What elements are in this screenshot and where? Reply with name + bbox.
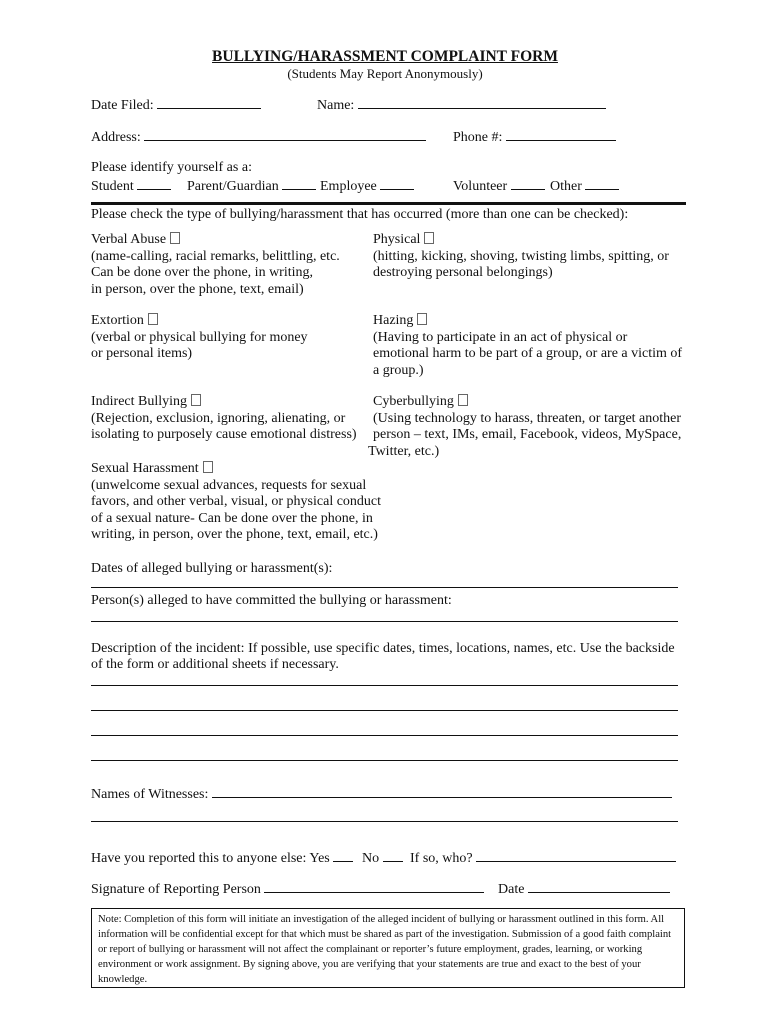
volunteer-label: Volunteer: [453, 179, 508, 194]
extortion-desc-1: (verbal or physical bullying for money: [91, 329, 308, 345]
volunteer-blank[interactable]: [511, 176, 545, 190]
description-line-4[interactable]: [91, 760, 678, 761]
witnesses-line-2[interactable]: [91, 821, 678, 822]
signature-label: Signature of Reporting Person: [91, 882, 261, 897]
identify-parent[interactable]: [187, 176, 316, 196]
hazing-option[interactable]: [373, 313, 682, 379]
reported-label: Have you reported this to anyone else: Yes: [91, 851, 330, 866]
if-so-blank[interactable]: [476, 848, 676, 862]
if-so-field[interactable]: [410, 848, 676, 868]
reported-no-label: No: [362, 851, 380, 866]
persons-line[interactable]: [91, 621, 678, 622]
extortion-title: Extortion: [91, 313, 144, 328]
description-label-2: of the form or additional sheets if necessary.: [91, 657, 339, 672]
identify-prompt: Please identify yourself as a:: [91, 160, 252, 175]
reported-no-field[interactable]: [362, 848, 403, 868]
description-line-2[interactable]: [91, 710, 678, 711]
verbal-abuse-desc-3: in person, over the phone, text, email): [91, 281, 304, 297]
phone-blank[interactable]: [506, 127, 616, 141]
physical-desc-1: (hitting, kicking, shoving, twisting limbs, spitting, or: [373, 248, 669, 264]
hazing-desc-1: (Having to participate in an act of physical or: [373, 329, 628, 345]
verbal-abuse-desc-1: (name-calling, racial remarks, belittling, etc.: [91, 248, 340, 264]
other-label: Other: [550, 179, 582, 194]
reported-no-blank[interactable]: [383, 848, 403, 862]
cyberbullying-option[interactable]: [368, 394, 682, 460]
extortion-checkbox[interactable]: [148, 313, 158, 325]
identify-student[interactable]: [91, 176, 171, 196]
address-label: Address:: [91, 130, 141, 145]
cyberbullying-desc-2: person – text, IMs, email, Facebook, videos, MySpace,: [373, 427, 682, 442]
address-blank[interactable]: [144, 127, 426, 141]
signature-date-field[interactable]: [498, 879, 670, 899]
identify-other[interactable]: [550, 176, 619, 196]
sexual-harassment-checkbox[interactable]: [203, 461, 213, 473]
verbal-abuse-option[interactable]: [91, 232, 340, 298]
hazing-desc-2: emotional harm to be part of a group, or are a victim of: [373, 346, 683, 361]
physical-checkbox[interactable]: [424, 232, 434, 244]
name-blank[interactable]: [358, 95, 606, 109]
extortion-option[interactable]: [91, 313, 308, 363]
reported-yes-blank[interactable]: [333, 848, 353, 862]
employee-label: Employee: [320, 179, 377, 194]
dates-label: Dates of alleged bullying or harassment(s):: [91, 561, 333, 576]
sexual-harassment-desc-2: favors, and other verbal, visual, or physical conduct: [91, 494, 382, 509]
reported-field[interactable]: [91, 848, 353, 868]
parent-label: Parent/Guardian: [187, 179, 279, 194]
cyberbullying-desc-1: (Using technology to harass, threaten, or target another: [373, 410, 682, 426]
parent-blank[interactable]: [282, 176, 316, 190]
cyberbullying-desc-3: Twitter, etc.): [368, 443, 440, 459]
section-divider: [91, 202, 686, 205]
sexual-harassment-desc-1: (unwelcome sexual advances, requests for sexual: [91, 477, 367, 493]
physical-title: Physical: [373, 232, 421, 247]
if-so-label: If so, who?: [410, 851, 473, 866]
description-line-1[interactable]: [91, 685, 678, 686]
cyberbullying-checkbox[interactable]: [458, 394, 468, 406]
cyberbullying-title: Cyberbullying: [373, 394, 454, 409]
phone-label: Phone #:: [453, 130, 503, 145]
description-label-1: Description of the incident: If possible, use specific dates, times, locations, names, etc. Use the backside: [91, 641, 675, 656]
indirect-bullying-checkbox[interactable]: [191, 394, 201, 406]
employee-blank[interactable]: [380, 176, 414, 190]
date-filed-label: Date Filed:: [91, 98, 154, 113]
indirect-bullying-title: Indirect Bullying: [91, 394, 188, 409]
extortion-desc-2: or personal items): [91, 346, 193, 361]
identify-employee[interactable]: [320, 176, 414, 196]
phone-field[interactable]: [453, 127, 616, 147]
date-filed-field[interactable]: [91, 95, 261, 115]
indirect-bullying-desc-2: isolating to purposely cause emotional distress): [91, 427, 357, 442]
identify-volunteer[interactable]: [453, 176, 545, 196]
hazing-checkbox[interactable]: [417, 313, 427, 325]
witnesses-label: Names of Witnesses:: [91, 787, 209, 802]
physical-option[interactable]: [373, 232, 669, 282]
indirect-bullying-desc-1: (Rejection, exclusion, ignoring, alienating, or: [91, 410, 346, 426]
form-subtitle: (Students May Report Anonymously): [287, 66, 483, 81]
physical-desc-2: destroying personal belongings): [373, 265, 553, 280]
name-label: Name:: [317, 98, 355, 113]
witnesses-field[interactable]: [91, 784, 672, 804]
signature-blank[interactable]: [264, 879, 484, 893]
confidentiality-note: Note: Completion of this form will initiate an investigation of the alleged incident of bullying or harassment outlined in this form. All information will be confidential except for that which must be shared as part of the investigation. Submission of a good faith complaint or report of bullying or harassment will not affect the complainant or reporter’s future employment, grades, learning, or working environment or work assignment. By signing above, you are verifying that your statements are true and exact to the best of your knowledge.: [91, 908, 685, 988]
dates-line[interactable]: [91, 587, 678, 588]
name-field[interactable]: [317, 95, 606, 115]
sexual-harassment-option[interactable]: [91, 461, 381, 544]
persons-label: Person(s) alleged to have committed the bullying or harassment:: [91, 593, 452, 608]
verbal-abuse-title: Verbal Abuse: [91, 232, 167, 247]
other-blank[interactable]: [585, 176, 619, 190]
student-blank[interactable]: [137, 176, 171, 190]
form-title: BULLYING/HARASSMENT COMPLAINT FORM: [212, 48, 558, 65]
student-label: Student: [91, 179, 134, 194]
hazing-desc-3: a group.): [373, 362, 424, 378]
description-line-3[interactable]: [91, 735, 678, 736]
sexual-harassment-desc-3: of a sexual nature- Can be done over the phone, in: [91, 510, 373, 526]
signature-field[interactable]: [91, 879, 484, 899]
verbal-abuse-desc-2: Can be done over the phone, in writing,: [91, 265, 314, 280]
signature-date-label: Date: [498, 882, 525, 897]
sexual-harassment-title: Sexual Harassment: [91, 461, 199, 476]
witnesses-blank[interactable]: [212, 784, 672, 798]
date-filed-blank[interactable]: [157, 95, 261, 109]
indirect-bullying-option[interactable]: [91, 394, 357, 444]
hazing-title: Hazing: [373, 313, 414, 328]
address-field[interactable]: [91, 127, 426, 147]
verbal-abuse-checkbox[interactable]: [170, 232, 180, 244]
signature-date-blank[interactable]: [528, 879, 670, 893]
types-prompt: Please check the type of bullying/harassment that has occurred (more than one can be checked):: [91, 207, 629, 222]
sexual-harassment-desc-4: writing, in person, over the phone, text, email, etc.): [91, 527, 378, 542]
